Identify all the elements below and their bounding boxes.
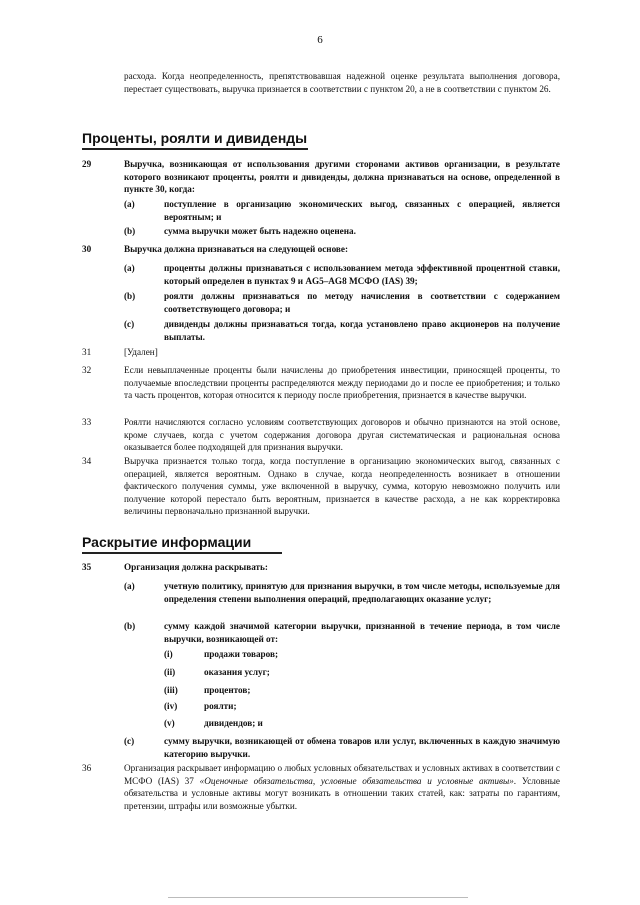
item-label: (b): [124, 226, 136, 236]
subitem-text: процентов;: [204, 685, 251, 695]
subitem-text: продажи товаров;: [204, 649, 279, 659]
paragraph-text: Роялти начисляются согласно условиям соответствующих договоров и обычно признаются на этой основе, кроме случаев, когда с учетом содержания договора другая систематическая и рациональная основа оказывается более подходящей для признания выручки.: [124, 417, 560, 453]
paragraph-number: 31: [82, 347, 92, 357]
standard-title: «Оценочные обязательства, условные обязательства и условные активы»: [199, 775, 514, 786]
item-text: проценты должны признаваться с использованием метода эффективной процентной ставки, который определен в пунктах 9 и AG5–AG8 МСФО (IAS) 39;: [164, 263, 560, 286]
item-label: (c): [124, 319, 135, 329]
item-label: (b): [124, 621, 136, 631]
page-bottom-rule: [168, 897, 468, 898]
item-text: роялти должны признаваться по методу начисления в соответствии с содержанием соответствующего договора; и: [164, 291, 560, 314]
paragraph-text: Организация должна раскрывать:: [124, 562, 268, 572]
paragraph-text: Выручка, возникающая от использования другими сторонами активов организации, в результате которого возникают проценты, роялти и дивиденды, должна признаваться на основе, определенной в пункте 30, когда:: [124, 159, 560, 195]
paragraph-text: Если невыплаченные проценты были начислены до приобретения инвестиции, приносящей проценты, то получаемые впоследствии проценты распределяются между периодами до и после ее приобретения; и только та часть процентов, которая относится к периоду после приобретения, признается в качестве выручки.: [124, 365, 560, 401]
item-text: сумму каждой значимой категории выручки, признанной в течение периода, в том числе выручки, возникающей от:: [164, 621, 560, 644]
page-number: 6: [317, 34, 323, 46]
paragraph-number: 35: [82, 562, 92, 572]
paragraph-number: 32: [82, 365, 92, 375]
item-text: сумму выручки, возникающей от обмена товаров или услуг, включенных в каждую значимую категорию выручки.: [164, 736, 560, 759]
paragraph-number: 36: [82, 763, 92, 773]
item-label: (c): [124, 736, 135, 746]
section-heading-interest: Проценты, роялти и дивиденды: [82, 130, 308, 146]
paragraph-text-after: . Условные обязательства и условные активы могут возникать в отношении таких статей, как: затраты по гарантиям, претензии, штрафы или возможные убытки.: [124, 775, 560, 811]
section-underline: [82, 148, 308, 150]
item-text: сумма выручки может быть надежно оценена.: [164, 226, 356, 236]
subitem-text: оказания услуг;: [204, 667, 270, 677]
paragraph-text: Выручка должна признаваться на следующей основе:: [124, 244, 349, 254]
section-underline: [82, 552, 282, 554]
item-label: (a): [124, 263, 135, 273]
subitem-label: (v): [164, 718, 175, 728]
subitem-label: (iv): [164, 701, 178, 711]
item-text: дивиденды должны признаваться тогда, когда установлено право акционеров на получение выплаты.: [164, 319, 560, 342]
paragraph-text: [124, 762, 560, 812]
subitem-text: роялти;: [204, 701, 237, 711]
paragraph-number: 30: [82, 244, 92, 254]
paragraph-text: Выручка признается только тогда, когда поступление в организацию экономических выгод, связанных с операцией, является вероятным. Однако в случае, когда неопределенность возникает в отношении фактического получения суммы, уже включенной в выручку, сумма, которую невозможно получить или получение которой перестало быть вероятным, признается в качестве расхода, а не как корректировка величины первоначально признанной выручки.: [124, 456, 560, 517]
subitem-text: дивидендов; и: [204, 718, 263, 728]
paragraph-text: [Удален]: [124, 347, 158, 357]
section-heading-disclosure: Раскрытие информации: [82, 534, 252, 550]
subitem-label: (iii): [164, 685, 178, 695]
intro-paragraph: расхода. Когда неопределенность, препятствовавшая надежной оценке результата выполнения договора, перестает существовать, выручка признается в соответствии с пунктом 20, а не в соответствии с пунктом 26.: [124, 71, 560, 94]
subitem-label: (ii): [164, 667, 176, 677]
item-text: учетную политику, принятую для признания выручки, в том числе методы, используемые для определения степени выполнения операций, предполагающих оказание услуг;: [164, 581, 560, 604]
item-label: (a): [124, 581, 135, 591]
paragraph-number: 34: [82, 456, 92, 466]
item-label: (a): [124, 199, 135, 209]
paragraph-number: 29: [82, 159, 92, 169]
item-text: поступление в организацию экономических выгод, связанных с операцией, является вероятным; и: [164, 199, 560, 222]
paragraph-text-before: Организация раскрывает информацию о любых условных обязательствах и условных активах в соответствии с МСФО (IAS) 37: [124, 763, 560, 786]
item-label: (b): [124, 291, 136, 301]
subitem-label: (i): [164, 649, 173, 659]
paragraph-number: 33: [82, 417, 92, 427]
